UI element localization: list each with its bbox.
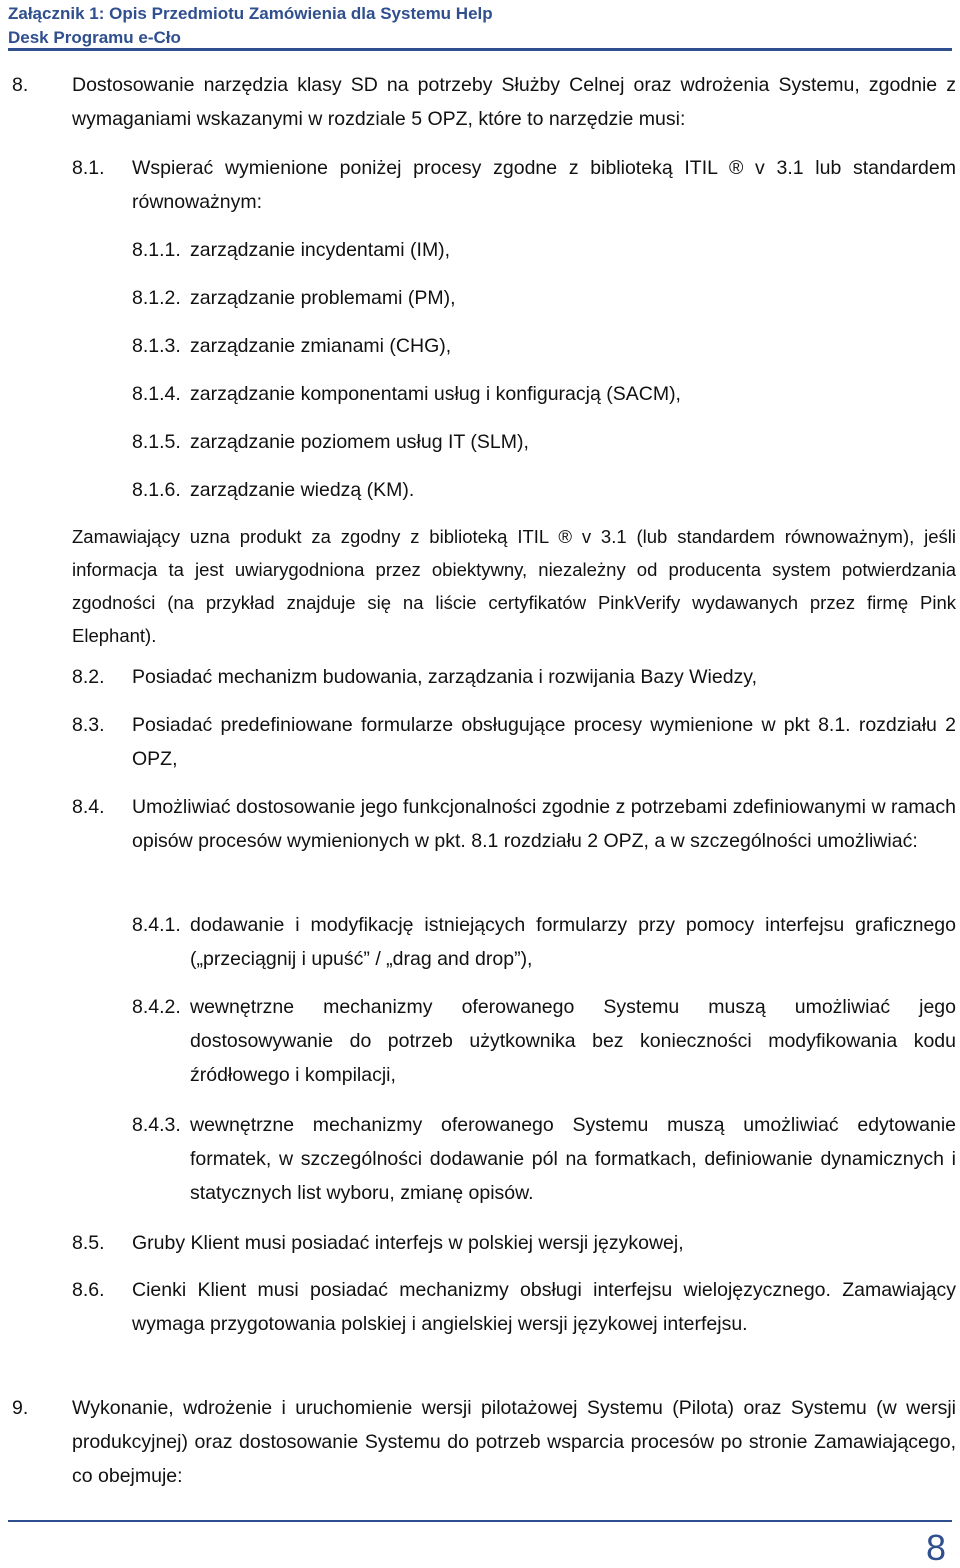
list-item-text: zarządzanie komponentami usług i konfiguracją (SACM), (190, 383, 681, 405)
list-item-number: 8.1.5. (132, 431, 181, 453)
header-title-line1: Załącznik 1: Opis Przedmiotu Zamówienia dla Systemu Help (8, 4, 493, 23)
list-item-text: zarządzanie wiedzą (KM). (190, 479, 415, 501)
section-text: dodawanie i modyfikację istniejących formularzy przy pomocy interfejsu graficznego („przeciągnij i upuść” / „drag and drop”), (190, 914, 956, 970)
header-divider (8, 48, 952, 51)
section-text: Cienki Klient musi posiadać mechanizmy obsługi interfejsu wielojęzycznego. Zamawiający wymaga przygotowania polskiej i angielskiej wersji językowej interfejsu. (132, 1279, 956, 1335)
header-title-line2: Desk Programu e-Cło (8, 28, 181, 47)
list-item-text: zarządzanie incydentami (IM), (190, 239, 451, 261)
list-item-number: 8.1.4. (132, 383, 181, 405)
section-text: Wykonanie, wdrożenie i uruchomienie wersji pilotażowej Systemu (Pilota) oraz Systemu (w wersji produkcyjnej) oraz dostosowanie Systemu do potrzeb wsparcia procesów po stronie Zamawiającego, co obejmuje: (72, 1397, 956, 1487)
section-text: Gruby Klient musi posiadać interfejs w polskiej wersji językowej, (132, 1232, 684, 1254)
section-number: 8.5. (72, 1232, 105, 1254)
list-item-number: 8.1.3. (132, 335, 181, 357)
page-number: 8 (925, 1527, 946, 1568)
list-item-number: 8.1.2. (132, 287, 181, 309)
section-number: 8.1. (72, 157, 105, 179)
section-number: 8.6. (72, 1279, 105, 1301)
section-text: Wspierać wymienione poniżej procesy zgodne z biblioteką ITIL ® v 3.1 lub standardem równoważnym: (132, 157, 956, 213)
section-text: Dostosowanie narzędzia klasy SD na potrzeby Służby Celnej oraz wdrożenia Systemu, zgodnie z wymaganiami wskazanymi w rozdziale 5 OPZ, które to narzędzie musi: (72, 74, 956, 130)
section-text: wewnętrzne mechanizmy oferowanego Systemu muszą umożliwiać jego dostosowywanie do potrzeb użytkownika bez konieczności modyfikowania kodu źródłowego i kompilacji, (190, 996, 956, 1086)
section-number: 8.3. (72, 714, 105, 736)
list-item-number: 8.1.1. (132, 239, 181, 261)
note-text: Zamawiający uzna produkt za zgodny z biblioteką ITIL ® v 3.1 (lub standardem równoważnym), jeśli informacja ta jest uwiarygodniona przez obiektywny, niezależny od producenta system potwierdzania zgodności (na przykład znajduje się na liście certyfikatów PinkVerify wydawanych przez firmę Pink Elephant). (72, 526, 956, 646)
page-header (8, 2, 493, 50)
list-item-text: zarządzanie problemami (PM), (190, 287, 456, 309)
list-item-text: zarządzanie zmianami (CHG), (190, 335, 452, 357)
section-text: Posiadać mechanizm budowania, zarządzania i rozwijania Bazy Wiedzy, (132, 666, 758, 688)
section-text: wewnętrzne mechanizmy oferowanego Systemu muszą umożliwiać edytowanie formatek, w szczególności dodawanie pól na formatkach, definiowanie dynamicznych i statycznych list wyboru, zmianę opisów. (190, 1114, 956, 1204)
footer-divider (8, 1520, 952, 1522)
section-text: Umożliwiać dostosowanie jego funkcjonalności zgodnie z potrzebami zdefiniowanymi w ramach opisów procesów wymienionych w pkt. 8.1 rozdziału 2 OPZ, a w szczególności umożliwiać: (132, 796, 956, 852)
section-number: 8. (12, 74, 29, 96)
section-number: 8.2. (72, 666, 105, 688)
section-text: Posiadać predefiniowane formularze obsługujące procesy wymienione w pkt 8.1. rozdziału 2 OPZ, (132, 714, 956, 770)
section-number: 9. (12, 1397, 29, 1419)
section-number: 8.4.1. (132, 914, 181, 936)
section-number: 8.4.3. (132, 1114, 181, 1136)
section-number: 8.4.2. (132, 996, 181, 1018)
list-item-text: zarządzanie poziomem usług IT (SLM), (190, 431, 529, 453)
section-number: 8.4. (72, 796, 105, 818)
list-item-number: 8.1.6. (132, 479, 181, 501)
